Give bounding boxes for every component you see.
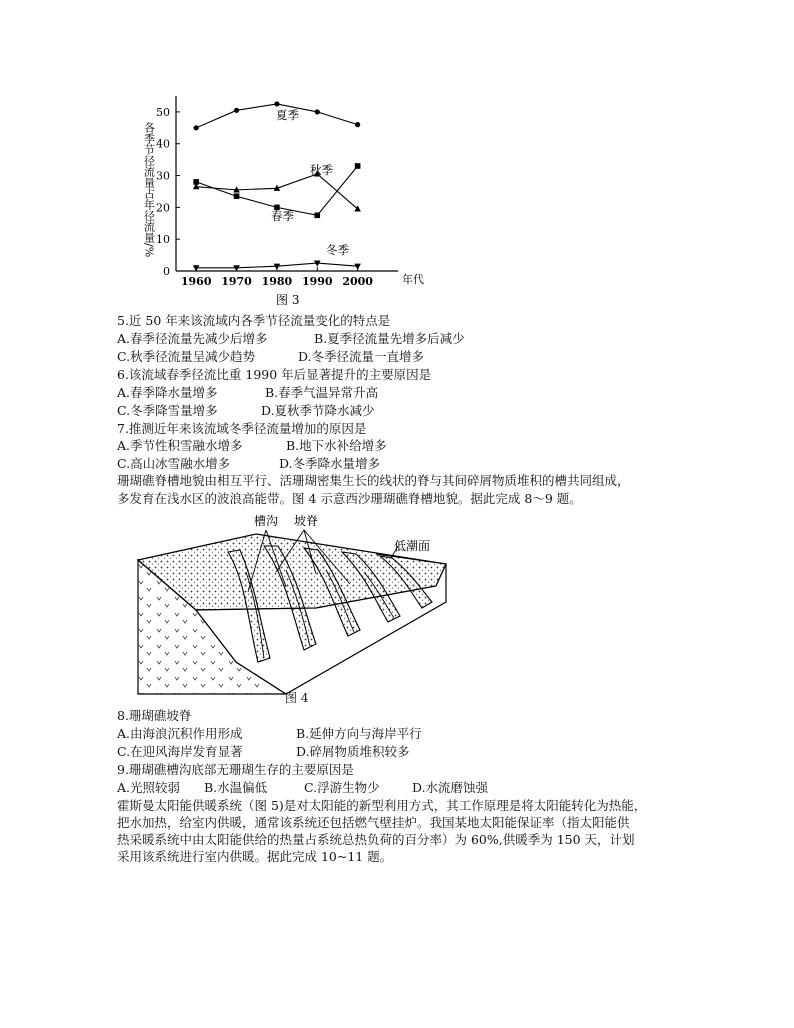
winter-point (354, 264, 361, 270)
q8-option-c: C.在迎风海岸发育显著 (117, 744, 243, 759)
q5-option-c: C.秋季径流量呈减少趋势 (117, 349, 256, 364)
x-tick-label: 2000 (342, 275, 373, 288)
autumn-line (196, 174, 357, 209)
y-tick-label: 50 (156, 105, 170, 119)
x-tick-label: 1960 (180, 275, 212, 288)
q5-stem: 5.近 50 年来该流域内各季节径流量变化的特点是 (117, 313, 391, 328)
q6-option-b: B.春季气温异常升高 (265, 385, 379, 400)
q8-option-d: D.碎屑物质堆积较多 (296, 744, 410, 759)
q9-option-c: C.浮游生物少 (304, 780, 380, 795)
low-tide-label: 低潮面 (394, 539, 431, 553)
q9-option-a: A.光照较弱 (117, 780, 181, 795)
figure-4-diagram (136, 512, 456, 708)
intro-8-9-line-2: 多发育在浅水区的波浪高能带。图 4 示意西沙珊瑚礁脊槽地貌。据此完成 8～9 题。 (117, 491, 582, 506)
intro-10-11-line-3: 热采暖系统中由太阳能供给的热量占系统总热负荷的百分率）为 60%,供暖季为 150 天，计划 (117, 832, 635, 847)
q8-option-b: B.延伸方向与海岸平行 (296, 726, 422, 741)
q5-option-a: A.春季径流量先减少后增多 (117, 331, 268, 346)
q7-stem: 7.推测近年来该流域冬季径流量增加的原因是 (117, 421, 367, 436)
q5-option-d: D.冬季径流量一直增多 (298, 349, 425, 364)
q9-option-b: B.水温偏低 (204, 780, 268, 795)
intro-10-11-line-4: 采用该系统进行室内供暖。据此完成 10~11 题。 (117, 849, 393, 864)
q8-stem: 8.珊瑚礁坡脊 (117, 708, 192, 723)
winter-series-label: 冬季 (326, 243, 349, 257)
spring-point (234, 193, 240, 199)
y-tick-label: 20 (156, 201, 170, 215)
intro-8-9-line-1: 珊瑚礁脊槽地貌由相互平行、活珊瑚密集生长的线状的脊与其间碎屑物质堆积的槽共同组成， (117, 473, 630, 488)
q6-option-d: D.夏秋季节降水减少 (261, 403, 375, 418)
summer-point (315, 109, 320, 114)
summer-series-label: 夏季 (276, 108, 299, 122)
spring-point (193, 179, 199, 185)
q7-option-a: A.季节性积雪融水增多 (117, 438, 243, 453)
q7-option-c: C.高山冰雪融水增多 (117, 456, 231, 471)
intro-10-11-line-2: 把水加热，给室内供暖，通常该系统还包括燃气壁挂炉。我国某地太阳能保证率（指太阳能供 (117, 815, 630, 830)
q8-option-a: A.由海浪沉积作用形成 (117, 726, 243, 741)
q7-option-b: B.地下水补给增多 (286, 438, 387, 453)
y-axis-label: 各季节径流量占年径流量/% (142, 122, 156, 258)
autumn-series-label: 秋季 (310, 163, 333, 177)
x-axis-label: 年代 (402, 273, 424, 286)
q5-option-b: B.夏季径流量先增多后减少 (314, 331, 465, 346)
figure-3-caption: 图 3 (276, 293, 300, 307)
q6-stem: 6.该流域春季径流比重 1990 年后显著提升的主要原因是 (117, 367, 432, 382)
chart-ticks (156, 106, 373, 288)
figure-3-chart (140, 92, 440, 312)
summer-point (274, 101, 279, 106)
x-tick-label: 1990 (301, 275, 333, 288)
x-tick-label: 1980 (261, 275, 293, 288)
chart-series-labels (271, 108, 349, 257)
y-tick-label: 10 (156, 233, 170, 247)
q9-stem: 9.珊瑚礁槽沟底部无珊瑚生存的主要原因是 (117, 762, 354, 777)
q6-option-a: A.春季降水量增多 (117, 385, 218, 400)
spring-series-label: 春季 (271, 209, 294, 223)
q7-option-d: D.冬季降水量增多 (279, 456, 381, 471)
summer-point (194, 125, 199, 130)
intro-10-11-line-1: 霍斯曼太阳能供暖系统（图 5)是对太阳能的新型利用方式，其工作原理是将太阳能转化为热能， (117, 798, 647, 813)
ridge-label: 坡脊 (294, 514, 319, 528)
figure-4-caption: 图 4 (285, 691, 309, 705)
q6-option-c: C.冬季降雪量增多 (117, 403, 218, 418)
trough-label: 槽沟 (254, 514, 279, 528)
spring-point (355, 163, 361, 169)
y-tick-label: 40 (156, 137, 170, 151)
spring-point (314, 213, 320, 219)
y-tick-label: 30 (156, 169, 170, 183)
summer-point (234, 108, 239, 113)
y-tick-label: 0 (163, 265, 170, 278)
q9-option-d: D.水流磨蚀强 (412, 780, 489, 795)
x-tick-label: 1970 (221, 275, 252, 288)
summer-point (355, 122, 360, 127)
